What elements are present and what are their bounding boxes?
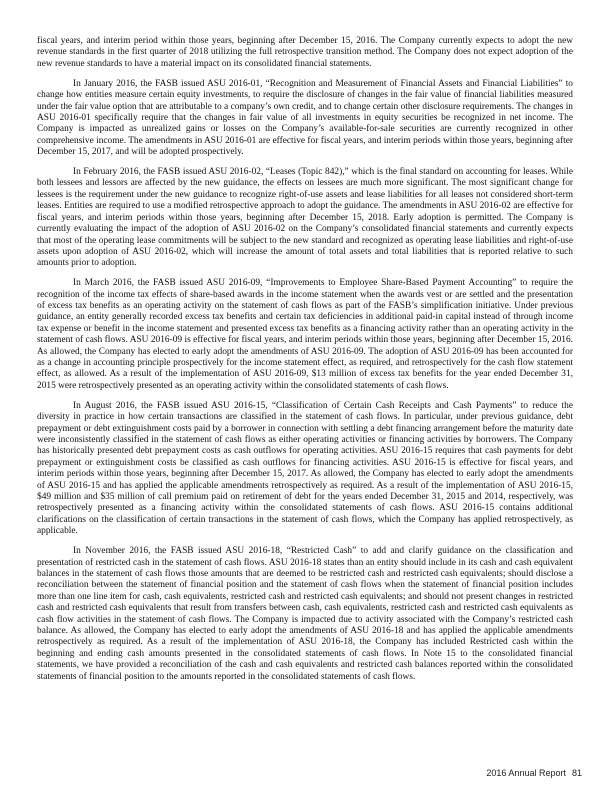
footer-report-label: 2016 Annual Report [486,768,566,778]
page-number: 81 [571,768,582,778]
paragraph-asu-2016-18: In November 2016, the FASB issued ASU 2016-18, “Restricted Cash” to add and clarify guidance on the classification and presentation of restricted cash in the statement of cash flows. ASU 2016-18 states than an entity should include in its cash and cash equivalent balances in the statement of cash flows those amounts that are deemed to be restricted cash and restricted cash equivalents; should disclose a reconciliation between the statement of financial position and the statement of cash flows when the statement of financial position includes more than one line item for cash, cash equivalents, restricted cash and restricted cash equivalents; and should not present changes in restricted cash and restricted cash equivalents that result from transfers between cash, cash equivalents, restricted cash and restricted cash equivalents as cash flow activities in the statement of cash flows. The Company is impacted due to activity associated with the Company’s restricted cash balance. As allowed, the Company has elected to early adopt the amendments of ASU 2016-18 and has applied the applicable amendments retrospectively as required. As a result of the implementation of ASU 2016-18, the Company has included Restricted cash within the beginning and ending cash amounts presented in the consolidated statements of cash flows. In Note 15 to the consolidated financial statements, we have provided a reconciliation of the cash and cash equivalents and restricted cash balances reported within the consolidated statements of financial position to the amounts reported in the consolidated statements of cash flows. [37,546,573,682]
paragraph-asu-2016-01: In January 2016, the FASB issued ASU 2016-01, “Recognition and Measurement of Financial Assets and Financial Liabilities” to change how entities measure certain equity investments, to require the disclosure of changes in the fair value of financial liabilities measured under the fair value option that are attributable to a company’s own credit, and to change certain other disclosure requirements. The changes in ASU 2016-01 specifically require that the changes in fair value of all investments in equity securities be recognized in net income. The Company is impacted as unrealized gains or losses on the Company’s available-for-sale securities are currently recognized in other comprehensive income. The amendments in ASU 2016-01 are effective for fiscal years, and interim periods within those years, beginning after December 15, 2017, and will be adopted prospectively. [37,78,573,158]
paragraph-asu-2016-02: In February 2016, the FASB issued ASU 2016-02, “Leases (Topic 842),” which is the final standard on accounting for leases. While both lessees and lessors are affected by the new guidance, the effects on lessees are much more significant. The most significant change for lessees is the requirement under the new guidance to recognize right-of-use assets and lease liabilities for all leases not considered short-term leases. Entities are required to use a modified retrospective approach to adopt the guidance. The amendments in ASU 2016-02 are effective for fiscal years, and interim periods within those years, beginning after December 15, 2018. Early adoption is permitted. The Company is currently evaluating the impact of the adoption of ASU 2016-02 on the Company’s consolidated financial statements and currently expects that most of the operating lease commitments will be subject to the new standard and recognized as operating lease liabilities and right-of-use assets upon adoption of ASU 2016-02, which will increase the amount of total assets and total liabilities that is reported relative to such amounts prior to adoption. [37,167,573,269]
document-body [37,36,573,692]
page-footer [486,768,582,778]
paragraph-revenue-continuation: fiscal years, and interim period within those years, beginning after December 15, 2016. The Company currently expects to adopt the new revenue standards in the first quarter of 2018 utilizing the full retrospective transition method. The Company does not expect adoption of the new revenue standards to have a material impact on its consolidated financial statements. [37,36,573,69]
paragraph-asu-2016-15: In August 2016, the FASB issued ASU 2016-15, “Classification of Certain Cash Receipts and Cash Payments” to reduce the diversity in practice in how certain transactions are classified in the statement of cash flows. In particular, under previous guidance, debt prepayment or debt extinguishment costs paid by a borrower in connection with settling a debt financing arrangement before the maturity date were inconsistently classified in the statement of cash flows as either operating activities or financing activities by borrowers. The Company has historically presented debt prepayment costs as cash outflows for operating activities. ASU 2016-15 requires that cash payments for debt prepayment or extinguishment costs be classified as cash outflows for financing activities. ASU 2016-15 is effective for fiscal years, and interim periods within those years, beginning after December 15, 2017. As allowed, the Company has elected to early adopt the amendments of ASU 2016-15 and has applied the applicable amendments retrospectively as required. As a result of the implementation of ASU 2016-15, $49 million and $35 million of call premium paid on retirement of debt for the years ended December 31, 2015 and 2014, respectively, was retrospectively presented as a financing activity within the consolidated statements of cash flows. ASU 2016-15 contains additional clarifications on the classification of certain transactions in the statement of cash flows, which the Company has applied retrospectively, as applicable. [37,400,573,537]
paragraph-asu-2016-09: In March 2016, the FASB issued ASU 2016-09, “Improvements to Employee Share-Based Payment Accounting” to require the recognition of the income tax effects of share-based awards in the income statement when the awards vest or are settled and the presentation of excess tax benefits as an operating activity on the statement of cash flows as part of the FASB’s simplification initiative. Under previous guidance, an entity generally recorded excess tax benefits and certain tax deficiencies in additional paid-in capital instead of through income tax expense or benefit in the income statement and presented excess tax benefits as a financing activity rather than an operating activity in the statement of cash flows. ASU 2016-09 is effective for fiscal years, and interim periods within those years, beginning after December 15, 2016. As allowed, the Company has elected to early adopt the amendments of ASU 2016-09. The adoption of ASU 2016-09 has been accounted for as a change in accounting principle prospectively for the income statement effect, as required, and retrospectively for the cash flow statement effect, as allowed. As a result of the implementation of ASU 2016-09, $13 million of excess tax benefits for the year ended December 31, 2015 were retrospectively presented as an operating activity within the consolidated statements of cash flows. [37,278,573,391]
